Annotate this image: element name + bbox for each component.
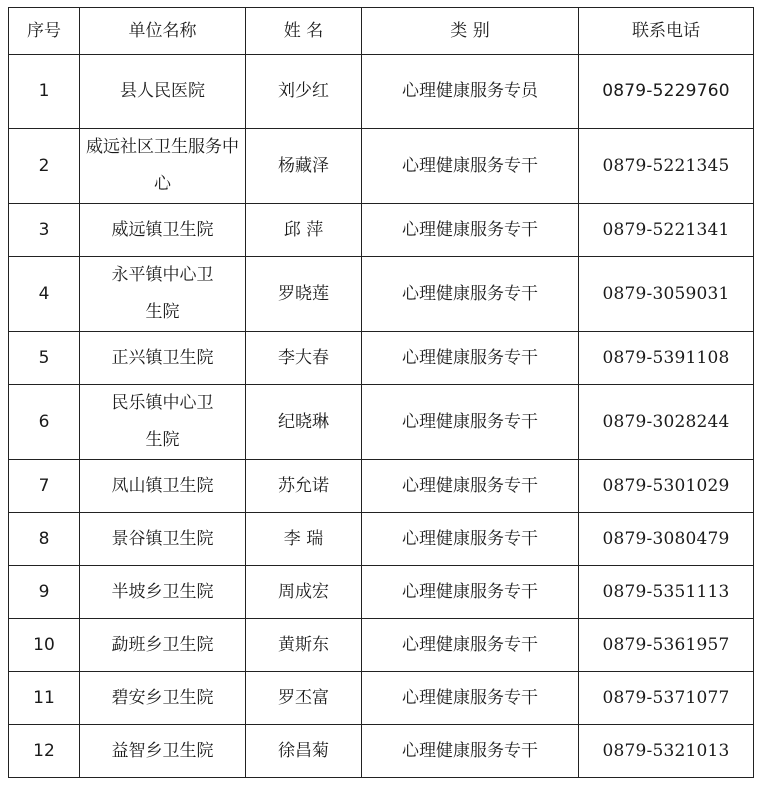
row-index: 5 xyxy=(9,332,80,385)
row-unit: 威远社区卫生服务中心 xyxy=(80,129,246,204)
table-row xyxy=(9,385,754,460)
row-phone: 0879-5221345 xyxy=(579,129,754,204)
row-phone: 0879-5229760 xyxy=(579,55,754,129)
row-name: 周成宏 xyxy=(246,566,362,619)
header-index: 序号 xyxy=(9,8,80,55)
row-phone: 0879-3028244 xyxy=(579,385,754,460)
row-unit: 益智乡卫生院 xyxy=(80,725,246,778)
row-category: 心理健康服务专干 xyxy=(362,619,579,672)
table-row xyxy=(9,725,754,778)
header-category: 类 别 xyxy=(362,8,579,55)
row-phone: 0879-5391108 xyxy=(579,332,754,385)
row-name: 黄斯东 xyxy=(246,619,362,672)
row-name: 李大春 xyxy=(246,332,362,385)
row-phone: 0879-5221341 xyxy=(579,204,754,257)
row-index: 2 xyxy=(9,129,80,204)
header-name: 姓 名 xyxy=(246,8,362,55)
table-row xyxy=(9,55,754,129)
table-row xyxy=(9,513,754,566)
row-index: 12 xyxy=(9,725,80,778)
table-row xyxy=(9,257,754,332)
row-category: 心理健康服务专干 xyxy=(362,566,579,619)
row-name: 罗丕富 xyxy=(246,672,362,725)
row-name: 罗晓莲 xyxy=(246,257,362,332)
table-row xyxy=(9,460,754,513)
row-name: 刘少红 xyxy=(246,55,362,129)
row-category: 心理健康服务专干 xyxy=(362,332,579,385)
row-unit: 永平镇中心卫生院 xyxy=(80,257,246,332)
row-unit: 景谷镇卫生院 xyxy=(80,513,246,566)
row-unit: 碧安乡卫生院 xyxy=(80,672,246,725)
row-phone: 0879-5371077 xyxy=(579,672,754,725)
header-unit: 单位名称 xyxy=(80,8,246,55)
row-category: 心理健康服务专干 xyxy=(362,257,579,332)
table-row xyxy=(9,619,754,672)
row-category: 心理健康服务专干 xyxy=(362,725,579,778)
row-name: 邱 萍 xyxy=(246,204,362,257)
row-category: 心理健康服务专干 xyxy=(362,385,579,460)
row-index: 8 xyxy=(9,513,80,566)
table-row xyxy=(9,332,754,385)
contacts-table xyxy=(8,7,754,778)
row-name: 徐昌菊 xyxy=(246,725,362,778)
table-row xyxy=(9,129,754,204)
row-name: 纪晓琳 xyxy=(246,385,362,460)
row-index: 1 xyxy=(9,55,80,129)
row-category: 心理健康服务专干 xyxy=(362,460,579,513)
row-index: 3 xyxy=(9,204,80,257)
row-index: 4 xyxy=(9,257,80,332)
row-category: 心理健康服务专干 xyxy=(362,204,579,257)
table-row xyxy=(9,566,754,619)
row-phone: 0879-3059031 xyxy=(579,257,754,332)
row-phone: 0879-5351113 xyxy=(579,566,754,619)
header-row xyxy=(9,8,754,55)
row-unit: 凤山镇卫生院 xyxy=(80,460,246,513)
row-unit: 勐班乡卫生院 xyxy=(80,619,246,672)
row-name: 李 瑞 xyxy=(246,513,362,566)
row-category: 心理健康服务专员 xyxy=(362,55,579,129)
row-phone: 0879-5361957 xyxy=(579,619,754,672)
row-index: 11 xyxy=(9,672,80,725)
row-unit: 县人民医院 xyxy=(80,55,246,129)
row-phone: 0879-5301029 xyxy=(579,460,754,513)
row-unit: 民乐镇中心卫生院 xyxy=(80,385,246,460)
row-category: 心理健康服务专干 xyxy=(362,129,579,204)
row-phone: 0879-3080479 xyxy=(579,513,754,566)
row-index: 6 xyxy=(9,385,80,460)
table-row xyxy=(9,204,754,257)
row-name: 杨藏泽 xyxy=(246,129,362,204)
row-category: 心理健康服务专干 xyxy=(362,513,579,566)
row-index: 9 xyxy=(9,566,80,619)
row-name: 苏允诺 xyxy=(246,460,362,513)
row-unit: 威远镇卫生院 xyxy=(80,204,246,257)
table-row xyxy=(9,672,754,725)
row-phone: 0879-5321013 xyxy=(579,725,754,778)
row-unit: 半坡乡卫生院 xyxy=(80,566,246,619)
row-index: 7 xyxy=(9,460,80,513)
row-index: 10 xyxy=(9,619,80,672)
row-category: 心理健康服务专干 xyxy=(362,672,579,725)
header-phone: 联系电话 xyxy=(579,8,754,55)
row-unit: 正兴镇卫生院 xyxy=(80,332,246,385)
